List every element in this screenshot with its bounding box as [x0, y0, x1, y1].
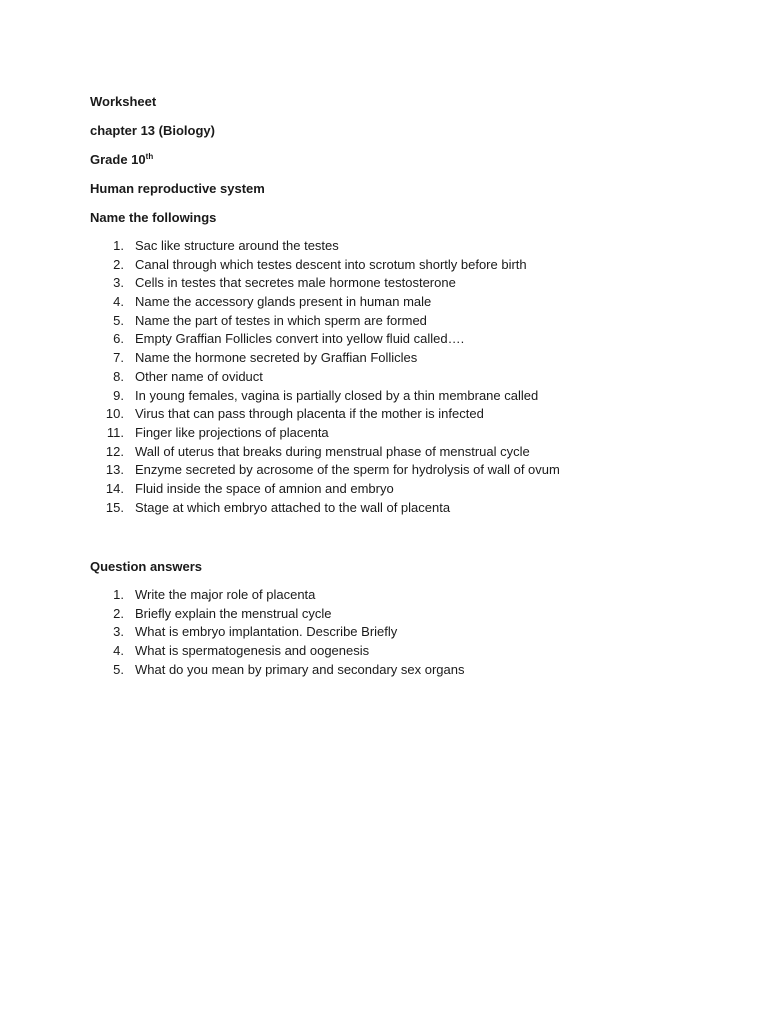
- list-item-text: What is spermatogenesis and oogenesis: [135, 643, 370, 659]
- list-item-text: Briefly explain the menstrual cycle: [135, 605, 332, 621]
- list-item-number: 14 .: [90, 481, 124, 497]
- list-item-text: Virus that can pass through placenta if the mother is infected: [135, 406, 484, 422]
- list-item-text: What is embryo implantation. Describe Briefly: [135, 624, 398, 640]
- list-item-text: Finger like projections of placenta: [135, 424, 329, 440]
- list-item-text: Enzyme secreted by acrosome of the sperm for hydrolysis of wall of ovum: [135, 462, 560, 478]
- list-item-text: Fluid inside the space of amnion and embryo: [135, 480, 394, 496]
- list-item-number: 1 .: [90, 238, 124, 254]
- list-item-text: What do you mean by primary and secondary sex organs: [135, 661, 465, 677]
- list-item-text: Sac like structure around the testes: [135, 238, 339, 253]
- list-item-text: Wall of uterus that breaks during menstrual phase of menstrual cycle: [135, 443, 530, 459]
- list-item-number: 11 .: [90, 425, 124, 441]
- list-item-text: Write the major role of placenta: [135, 587, 316, 602]
- grade-superscript: th: [145, 152, 154, 161]
- list-item-text: Cells in testes that secretes male hormone testosterone: [135, 275, 456, 291]
- topic-heading: Human reproductive system: [90, 181, 265, 196]
- list-item-text: Other name of oviduct: [135, 368, 263, 384]
- list-item-text: Stage at which embryo attached to the wall of placenta: [135, 499, 451, 515]
- section-name-the-followings-heading: Name the followings: [90, 210, 217, 225]
- list-item-text: Name the accessory glands present in human male: [135, 294, 432, 310]
- worksheet-title: Worksheet: [90, 94, 157, 109]
- list-item-number: 6 .: [90, 331, 124, 347]
- list-item-text: In young females, vagina is partially closed by a thin membrane called: [135, 387, 539, 403]
- list-item-number: 1 .: [90, 587, 124, 603]
- list-item-number: 12 .: [90, 444, 124, 460]
- list-item-number: 5 .: [90, 313, 124, 329]
- list-item-text: Canal through which testes descent into scrotum shortly before birth: [135, 256, 527, 272]
- list-item-number: 2 .: [90, 606, 124, 622]
- list-item-number: 3 .: [90, 624, 124, 640]
- section-question-answers-heading: Question answers: [90, 559, 202, 574]
- grade-heading: [90, 152, 153, 168]
- list-item-text: Empty Graffian Follicles convert into yellow fluid called….: [135, 331, 465, 347]
- list-item-number: 13 .: [90, 462, 124, 478]
- list-item-number: 5 .: [90, 662, 124, 678]
- list-item-text: Name the part of testes in which sperm are formed: [135, 312, 427, 328]
- list-item-number: 8 .: [90, 369, 124, 385]
- chapter-heading: chapter 13 (Biology): [90, 123, 215, 138]
- list-item-number: 3 .: [90, 275, 124, 291]
- list-item-number: 4 .: [90, 294, 124, 310]
- list-item-number: 10 .: [90, 406, 124, 422]
- list-item-number: 7 .: [90, 350, 124, 366]
- list-item-text: Name the hormone secreted by Graffian Follicles: [135, 350, 418, 366]
- list-item-number: 2 .: [90, 257, 124, 273]
- list-item-number: 15 .: [90, 500, 124, 516]
- list-item-number: 4 .: [90, 643, 124, 659]
- list-item-number: 9 .: [90, 388, 124, 404]
- grade-text: Grade 10: [90, 152, 146, 167]
